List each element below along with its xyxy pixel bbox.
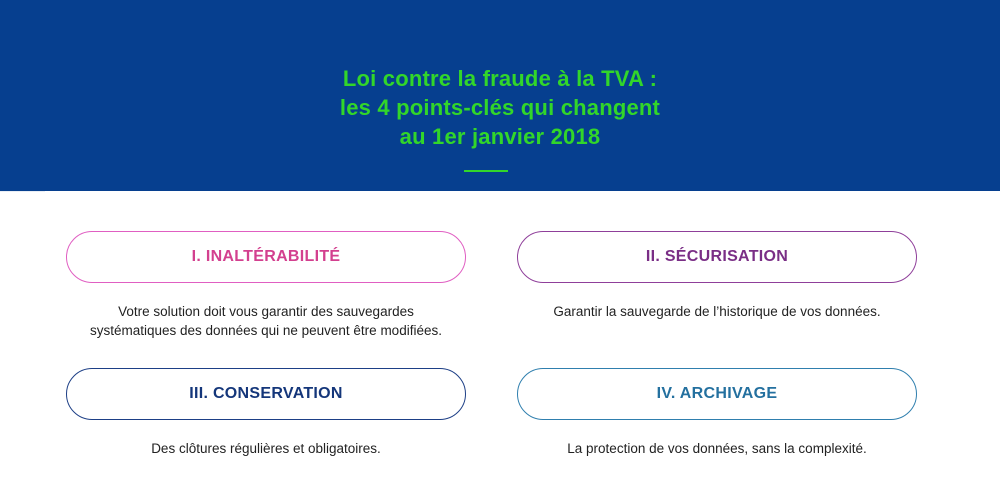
point-description-inalterabilite: [66, 302, 466, 340]
point-description-archivage: [517, 439, 917, 458]
point-pill-inalterabilite: I. INALTÉRABILITÉ: [66, 231, 466, 283]
description-line: La protection de vos données, sans la complexité.: [567, 441, 867, 456]
point-description-conservation: [66, 439, 466, 458]
point-archivage: [517, 368, 917, 458]
point-securisation: [517, 231, 917, 321]
title-line-2: les 4 points-clés qui changent: [339, 95, 661, 120]
point-pill-archivage: IV. ARCHIVAGE: [517, 368, 917, 420]
description-line: Des clôtures régulières et obligatoires.: [151, 441, 381, 456]
point-conservation: [66, 368, 466, 458]
title-line-3: au 1er janvier 2018: [399, 124, 601, 149]
header-edge-line: [0, 191, 45, 192]
description-line: Garantir la sauvegarde de l’historique de vos données.: [553, 304, 881, 319]
description-line: systématiques des données qui ne peuvent être modifiées.: [90, 323, 442, 338]
point-description-securisation: [517, 302, 917, 321]
point-pill-conservation: III. CONSERVATION: [66, 368, 466, 420]
description-line: Votre solution doit vous garantir des sauvegardes: [118, 304, 414, 319]
page-title: [0, 64, 1000, 151]
point-inalterabilite: [66, 231, 466, 340]
title-line-1: Loi contre la fraude à la TVA :: [342, 66, 658, 91]
point-pill-securisation: II. SÉCURISATION: [517, 231, 917, 283]
title-underline: [464, 170, 508, 172]
